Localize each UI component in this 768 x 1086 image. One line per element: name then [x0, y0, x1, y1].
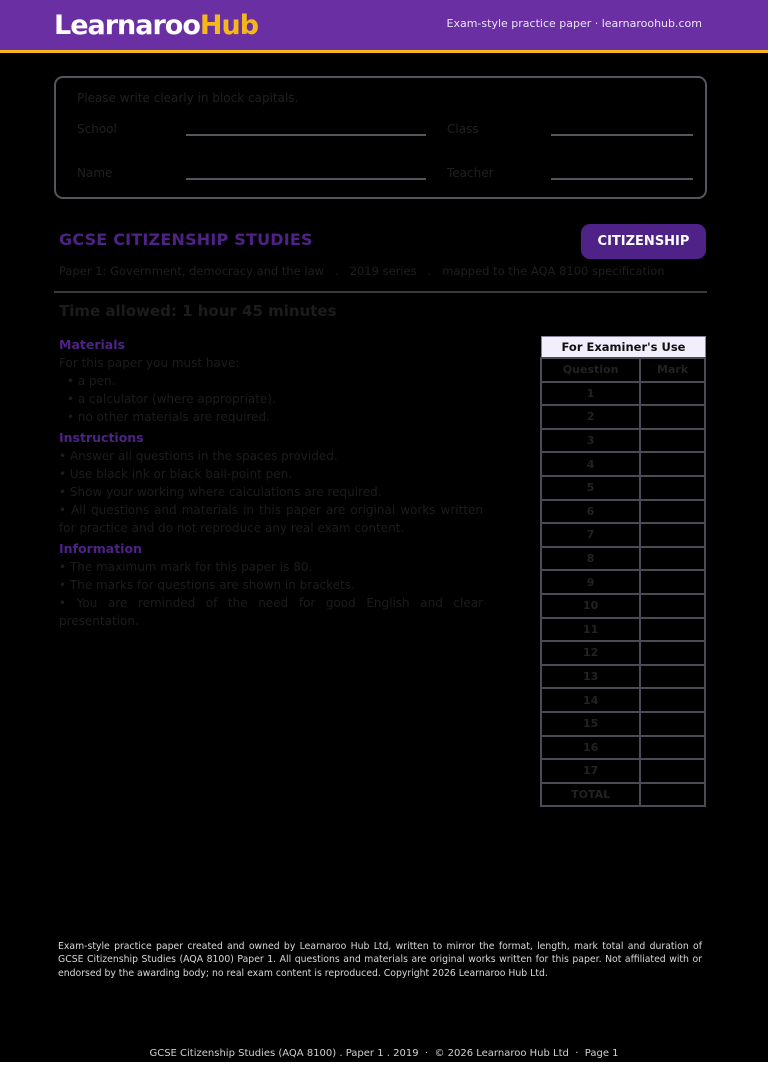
- question-number-cell: 4: [541, 452, 640, 476]
- mark-cell[interactable]: [640, 759, 705, 783]
- mark-column-header: Mark: [640, 358, 705, 382]
- page-footer: GCSE Citizenship Studies (AQA 8100) . Paper 1 . 2019 · © 2026 Learnaroo Hub Ltd · Page 1: [149, 1048, 619, 1059]
- logo-accent: Hub: [199, 10, 259, 41]
- class-field[interactable]: [551, 134, 693, 136]
- instructions-item: • All questions and materials in this paper are original works written for practice and do not reproduce any real exam content.: [59, 503, 483, 535]
- question-number-cell: 15: [541, 712, 640, 736]
- materials-intro: For this paper you must have:: [59, 356, 240, 370]
- mark-cell[interactable]: [640, 712, 705, 736]
- teacher-field[interactable]: [551, 178, 693, 180]
- question-number-cell: 9: [541, 570, 640, 594]
- question-number-cell: TOTAL: [541, 783, 640, 807]
- question-number-cell: 14: [541, 688, 640, 712]
- examiners-use-table: [540, 357, 706, 807]
- materials-heading: Materials: [59, 337, 125, 352]
- information-item: • You are reminded of the need for good English and clear presentation.: [59, 596, 483, 628]
- information-item: • The marks for questions are shown in brackets.: [59, 578, 355, 592]
- question-number-cell: 1: [541, 382, 640, 406]
- name-label: Name: [77, 166, 113, 180]
- mark-cell[interactable]: [640, 665, 705, 689]
- table-row: [541, 759, 705, 783]
- school-label: School: [77, 122, 117, 136]
- mark-cell[interactable]: [640, 452, 705, 476]
- information-item: • The maximum mark for this paper is 80.: [59, 560, 313, 574]
- table-row: [541, 783, 705, 807]
- table-row: [541, 712, 705, 736]
- question-number-cell: 13: [541, 665, 640, 689]
- mark-cell[interactable]: [640, 405, 705, 429]
- question-number-cell: 10: [541, 594, 640, 618]
- table-row: [541, 547, 705, 571]
- paper-title: GCSE CITIZENSHIP STUDIES: [59, 230, 313, 249]
- mark-cell[interactable]: [640, 783, 705, 807]
- question-number-cell: 3: [541, 429, 640, 453]
- copyright-notice: Exam-style practice paper created and owned by Learnaroo Hub Ltd, written to mirror the format, length, mark total and duration of GCSE Citizenship Studies (AQA 8100) Paper 1. All questions and materials are original works written for this paper. Not affiliated with or endorsed by the awarding body; no real exam content is reproduced. Copyright 2026 Learnaroo Hub Ltd.: [58, 941, 702, 979]
- mark-cell[interactable]: [640, 594, 705, 618]
- table-header-row: [541, 358, 705, 382]
- table-row: [541, 452, 705, 476]
- question-column-header: Question: [541, 358, 640, 382]
- block-capitals-note: Please write clearly in block capitals.: [77, 91, 299, 105]
- logo-main: Learnaroo: [54, 10, 200, 41]
- question-number-cell: 8: [541, 547, 640, 571]
- table-row: [541, 688, 705, 712]
- subject-badge: CITIZENSHIP: [581, 224, 706, 259]
- mark-cell[interactable]: [640, 429, 705, 453]
- instructions-heading: Instructions: [59, 430, 144, 445]
- question-number-cell: 2: [541, 405, 640, 429]
- mark-cell[interactable]: [640, 688, 705, 712]
- class-label: Class: [447, 122, 479, 136]
- header-tagline: Exam-style practice paper · learnaroohub.com: [446, 17, 702, 30]
- table-row: [541, 594, 705, 618]
- mark-cell[interactable]: [640, 641, 705, 665]
- table-row: [541, 523, 705, 547]
- information-heading: Information: [59, 541, 142, 556]
- paper-subtitle: Paper 1: Government, democracy and the law . 2019 series . mapped to the AQA 8100 specification: [59, 264, 665, 278]
- examiners-use-title: For Examiner's Use: [541, 336, 706, 359]
- mark-cell[interactable]: [640, 476, 705, 500]
- question-number-cell: 12: [541, 641, 640, 665]
- question-number-cell: 11: [541, 618, 640, 642]
- mark-cell[interactable]: [640, 523, 705, 547]
- materials-item: • no other materials are required.: [67, 410, 270, 424]
- mark-cell[interactable]: [640, 570, 705, 594]
- table-row: [541, 665, 705, 689]
- instructions-item: • Answer all questions in the spaces provided.: [59, 449, 338, 463]
- mark-cell[interactable]: [640, 500, 705, 524]
- question-number-cell: 7: [541, 523, 640, 547]
- page-bottom-strip: [0, 1062, 768, 1086]
- materials-item: • a pen.: [67, 374, 116, 388]
- candidate-details-box: [54, 76, 707, 199]
- question-number-cell: 17: [541, 759, 640, 783]
- question-number-cell: 6: [541, 500, 640, 524]
- site-header: [0, 0, 768, 53]
- mark-cell[interactable]: [640, 618, 705, 642]
- materials-item: • a calculator (where appropriate).: [67, 392, 276, 406]
- table-row: [541, 429, 705, 453]
- table-row: [541, 641, 705, 665]
- mark-cell[interactable]: [640, 547, 705, 571]
- instructions-column: [59, 336, 483, 630]
- table-row: [541, 618, 705, 642]
- name-field[interactable]: [186, 178, 426, 180]
- table-row: [541, 570, 705, 594]
- school-field[interactable]: [186, 134, 426, 136]
- title-divider: [54, 291, 707, 293]
- table-row: [541, 405, 705, 429]
- table-row: [541, 736, 705, 760]
- learnaroohub-logo[interactable]: [54, 8, 258, 44]
- question-number-cell: 5: [541, 476, 640, 500]
- teacher-label: Teacher: [447, 166, 494, 180]
- table-row: [541, 382, 705, 406]
- table-row: [541, 476, 705, 500]
- instructions-item: • Use black ink or black ball-point pen.: [59, 467, 293, 481]
- mark-cell[interactable]: [640, 736, 705, 760]
- time-allowed: Time allowed: 1 hour 45 minutes: [59, 302, 337, 320]
- question-number-cell: 16: [541, 736, 640, 760]
- table-row: [541, 500, 705, 524]
- mark-cell[interactable]: [640, 382, 705, 406]
- instructions-item: • Show your working where calculations are required.: [59, 485, 382, 499]
